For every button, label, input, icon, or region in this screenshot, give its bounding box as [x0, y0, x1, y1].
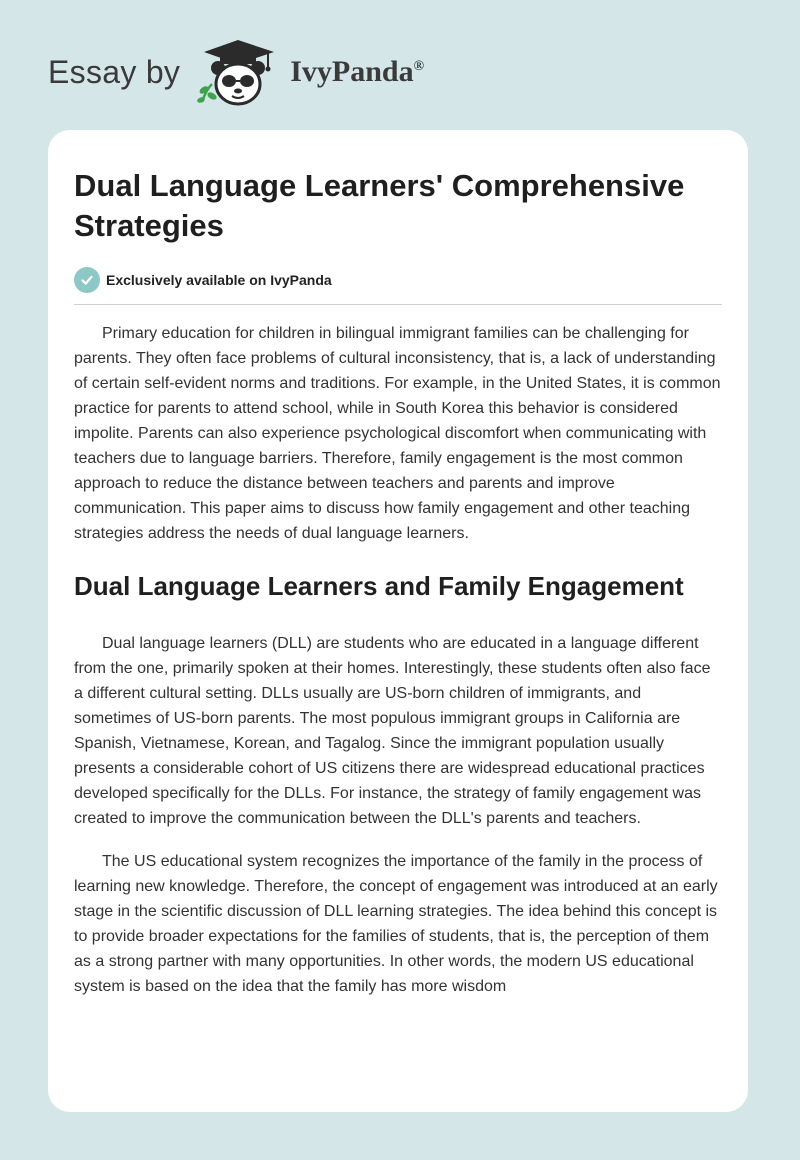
exclusive-badge — [74, 266, 722, 294]
paragraph-intro: Primary education for children in bilingual immigrant families can be challenging for parents. They often face problems of cultural inconsistency, that is, a lack of understanding of certain self-evident norms and traditions. For example, in the United States, it is common practice for parents to attend school, while in South Korea this behavior is considered impolite. Parents can also experience psychological discomfort when communicating with teachers due to language barriers. Therefore, family engagement is the most common approach to reduce the distance between teachers and parents and improve communication. This paper aims to discuss how family engagement and other teaching strategies address the needs of dual language learners. — [74, 325, 721, 542]
brand-header — [48, 34, 424, 110]
brand-name-text[interactable]: IvyPanda — [290, 55, 414, 88]
registered-mark: ® — [413, 59, 425, 74]
brand-prefix: Essay by — [48, 53, 181, 90]
brand-name[interactable] — [290, 55, 424, 89]
paragraph-dll: Dual language learners (DLL) are students who are educated in a language different from the one, primarily spoken at their homes. Interestingly, these students often also face a different cultural setting. DLLs usually are US-born children of immigrants, and sometimes of US-born parents. The most populous immigrant groups in California are Spanish, Vietnamese, Korean, and Tagalog. Since the immigrant population usually presents a considerable cohort of US citizens there are widespread educational practices developed specifically for the DLLs. For instance, the strategy of family engagement was created to improve the communication between the DLL's parents and teachers. — [74, 635, 711, 827]
essay-title: Dual Language Learners' Comprehensive Strategies — [74, 168, 685, 243]
section-heading: Dual Language Learners and Family Engagement — [74, 571, 684, 601]
exclusive-label: Exclusively available on IvyPanda — [106, 272, 332, 288]
divider — [74, 304, 722, 305]
panda-logo-icon[interactable] — [192, 34, 284, 110]
essay-card — [48, 130, 748, 1112]
check-circle-icon — [74, 267, 100, 293]
paragraph-engagement: The US educational system recognizes the importance of the family in the process of learning new knowledge. Therefore, the concept of engagement was introduced at an early stage in the scientific discussion of DLL learning strategies. The idea behind this concept is to provide broader expectations for the families of students, that is, the perception of them as a strong partner with many opportunities. In other words, the modern US educational system is based on the idea that the family has more wisdom — [74, 853, 718, 995]
